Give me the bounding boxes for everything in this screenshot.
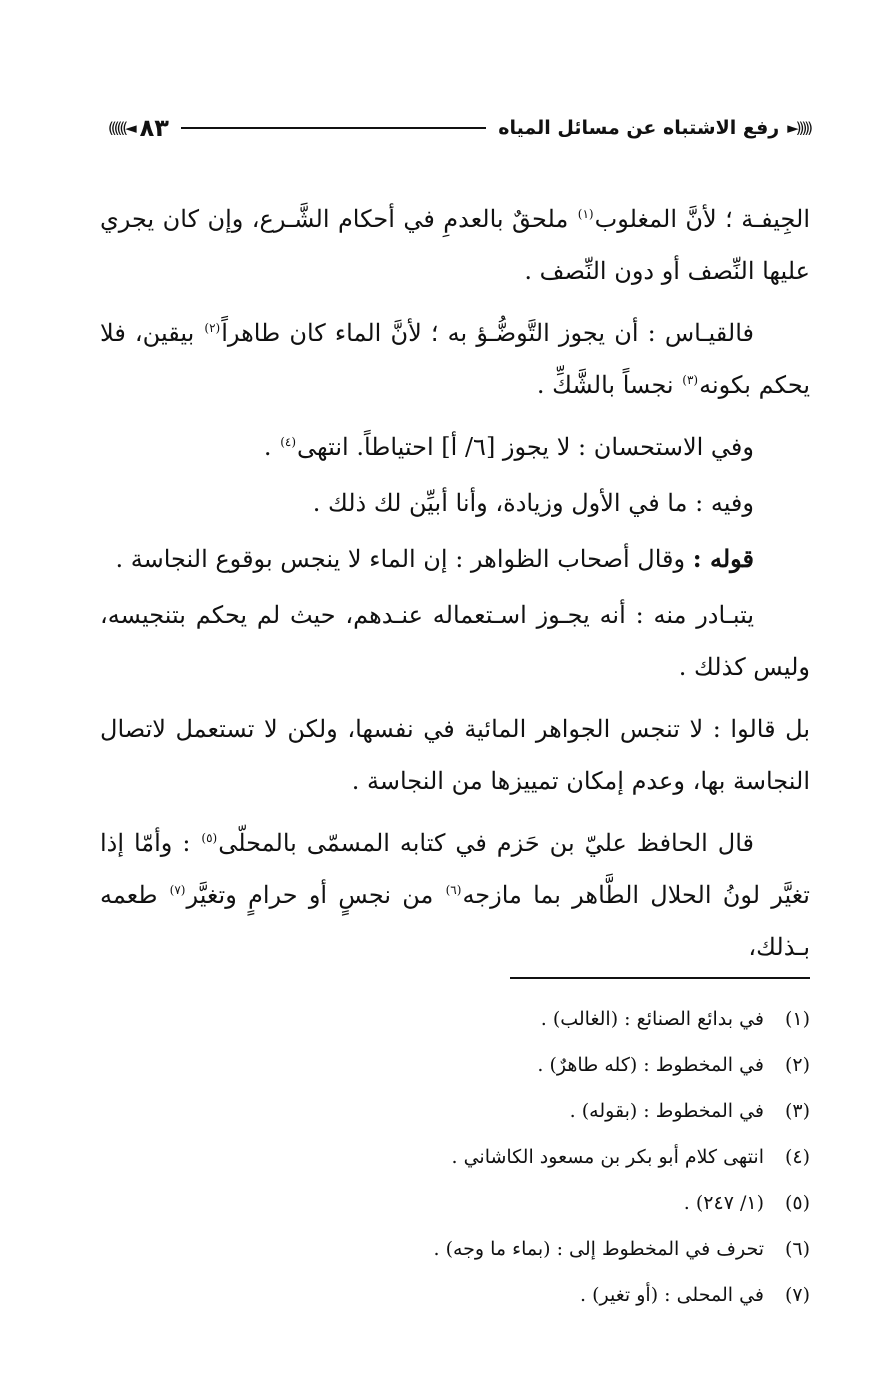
footnote [300,1272,810,1318]
footnote-separator [510,977,810,979]
footnote-number: (١) [784,1008,810,1030]
footnote-ref: (٥) [201,831,218,845]
footnote-text: انتهى كلام أبو بكر بن مسعود الكاشاني . [451,1146,764,1168]
footnote-text: تحرف في المخطوط إلى : (بماء ما وجه) . [433,1238,764,1260]
footnote [300,996,810,1042]
paragraph: وفيه : ما في الأول وزيادة، وأنا أبيِّن لك ذلك . [312,489,754,517]
header-ornament-right: (((((► [787,119,810,137]
footnote-number: (٧) [784,1284,810,1306]
running-title: رفع الاشتباه عن مسائل المياه [498,117,780,139]
footnote-text: في المخطوط : (بقوله) . [569,1100,764,1122]
footnote-text: في بدائع الصنائع : (الغالب) . [540,1008,764,1030]
footnote-ref: (٦) [445,883,462,897]
paragraph: يتبـادر منه : أنه يجـوز اسـتعماله عنـدهم، حيث لم يحكم بتنجيسه، وليس كذلك . [100,601,810,681]
paragraph-label: قوله : [692,544,754,573]
footnote [300,1180,810,1226]
footnote-ref: (٢) [204,321,221,335]
footnote-ref: (٣) [682,373,699,387]
footnote-text: في المحلى : (أو تغير) . [580,1284,764,1306]
footnote-number: (٥) [784,1192,810,1214]
paragraph: الجِيفـة ؛ لأنَّ المغلوب$^{(١)}$ ملحقٌ بالعدمِ في أحكام الشَّـرع، وإن كان يجري عليها النِّصف أو دون النِّصف . [100,205,810,285]
footnote [300,1134,810,1180]
footnote [300,1042,810,1088]
footnote [300,1088,810,1134]
footnotes [300,996,810,1318]
footnote-text: في المخطوط : (كله طاهرٌ) . [537,1054,764,1076]
header-rule [181,127,486,129]
paragraph: قوله : وقال أصحاب الظواهر : إن الماء لا ينجس بوقوع النجاسة . [115,544,754,573]
header-ornament-left: ◄)))))) [108,119,134,137]
body-text [100,193,810,983]
paragraph: فالقيـاس : أن يجوز التَّوضُّـؤ به ؛ لأنَّ الماء كان طاهراً$^{(٢)}$ بيقين، فلا يحكم بكونه$^{(٣)}$ نجساً بالشَّكِّ . [100,319,810,399]
footnote-number: (٦) [784,1238,810,1260]
paragraph: قال الحافظ عليّ بن حَزم في كتابه المسمّى بالمحلّى$^{(٥)}$ : وأمّا إذا تغيَّر لونُ الحلال الطَّاهر بما مازجه$^{(٦)}$ من نجسٍ أو حرامٍ وتغيَّر$^{(٧)}$ طعمه بـذلك، [100,829,810,961]
footnote-number: (٣) [784,1100,810,1122]
footnote-ref: (٤) [280,435,297,449]
footnote [300,1226,810,1272]
running-header [108,112,810,144]
paragraph: وفي الاستحسان : لا يجوز [٦/ أ] احتياطاً. انتهى$^{(٤)}$ . [263,433,754,461]
footnote-text: (١/ ٢٤٧) . [683,1192,764,1214]
footnote-number: (٢) [784,1054,810,1076]
footnote-ref: (١) [577,207,594,221]
footnote-ref: (٧) [169,883,186,897]
footnote-number: (٤) [784,1146,810,1168]
page-number: ٨٣ [139,114,169,142]
paragraph: بل قالوا : لا تنجس الجواهر المائية في نفسها، ولكن لا تستعمل لاتصال النجاسة بها، وعدم إمكان تمييزها من النجاسة . [100,715,810,795]
